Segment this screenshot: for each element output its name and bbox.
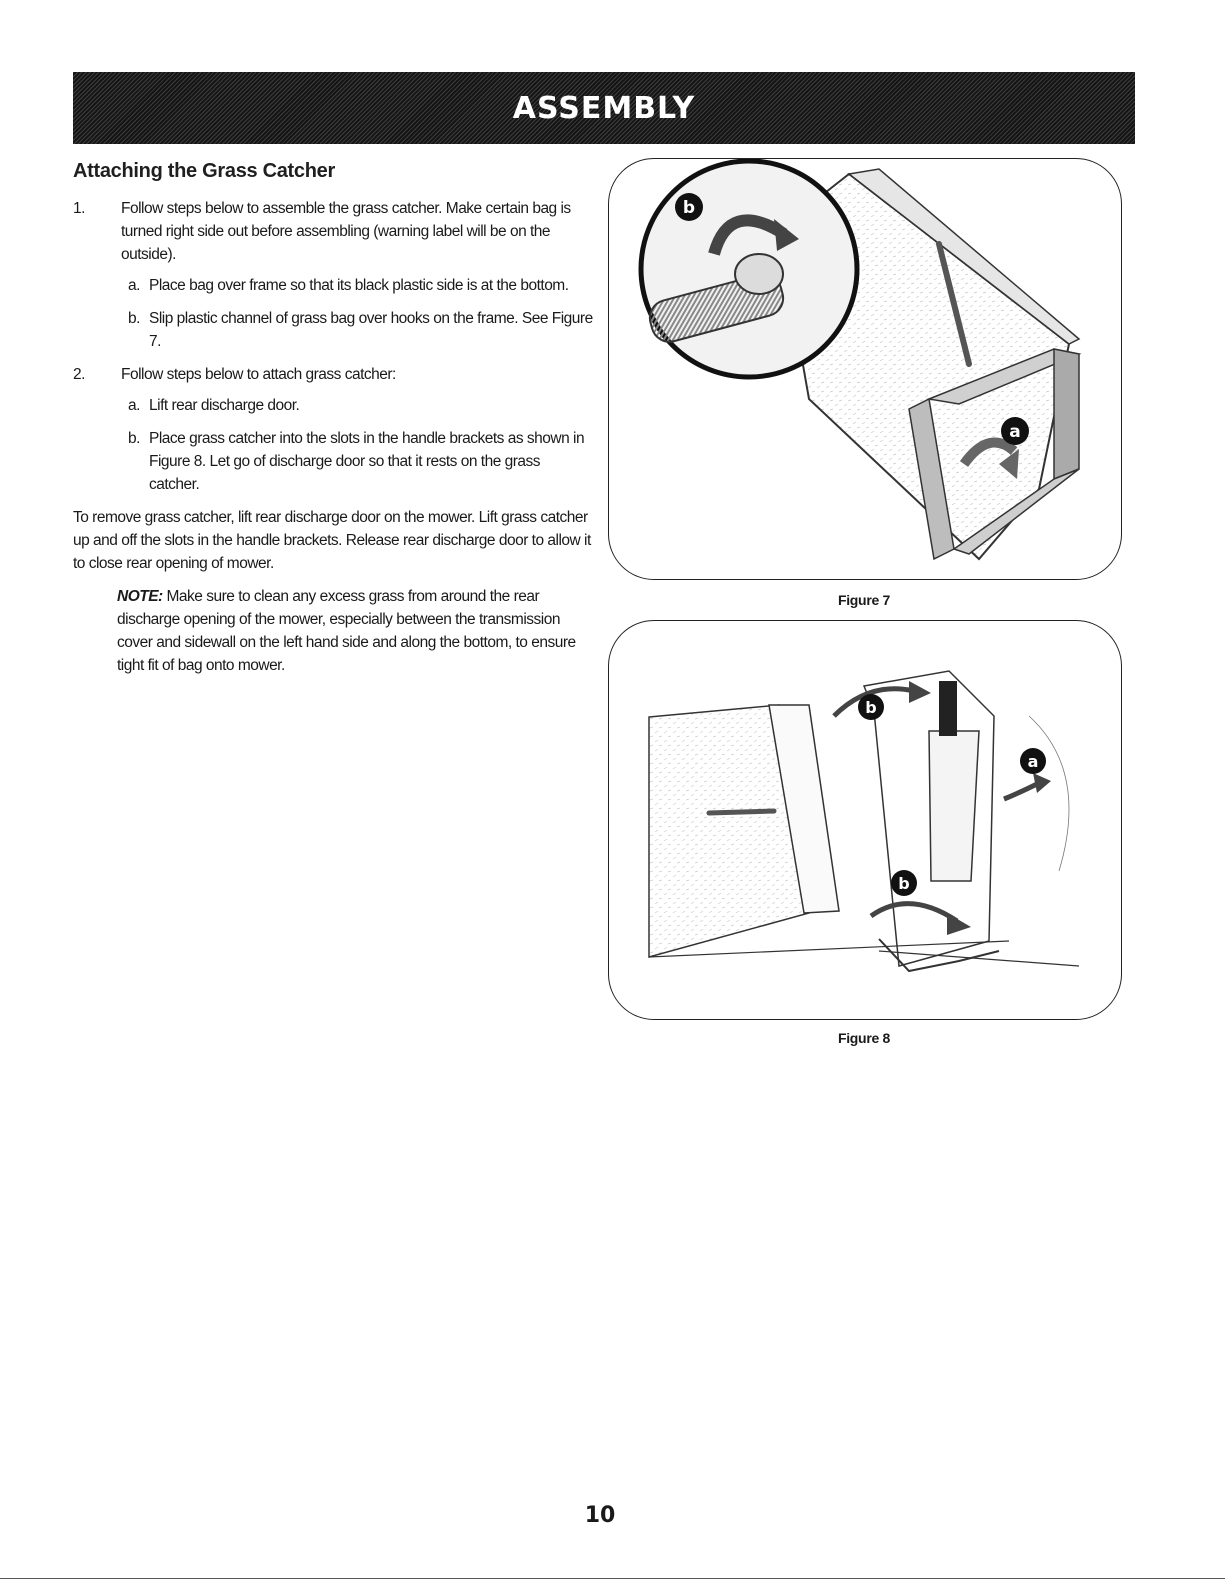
figure-7-caption: Figure 7 [837, 592, 891, 608]
page-bottom-rule [0, 1578, 1225, 1579]
figure-8-caption: Figure 8 [837, 1030, 891, 1046]
note-paragraph [117, 585, 593, 677]
step-number: 1. [73, 200, 85, 217]
substep-letter: b. [128, 310, 140, 327]
callout-a: a [1009, 422, 1021, 442]
grass-catcher-mount-illustration [609, 621, 1121, 1019]
figure-7-illustration [608, 158, 1122, 580]
figure-8-illustration [608, 620, 1122, 1020]
section-title: Attaching the Grass Catcher [73, 160, 335, 182]
header-banner [73, 72, 1135, 144]
substep-letter: b. [128, 430, 140, 447]
callout-b-bottom: b [898, 874, 910, 893]
page-number: 10 [584, 1503, 616, 1528]
grass-bag-frame-illustration [609, 159, 1121, 579]
substep-letter: a. [128, 397, 140, 414]
callout-a: a [1027, 752, 1039, 771]
step-2a [128, 394, 593, 417]
note-text: Make sure to clean any excess grass from around the rear discharge opening of the mower, especially between the transmission cover and sidewall on the left hand side and along the bottom, to ensure tight fit of bag onto mower. [117, 588, 576, 674]
step-1a [128, 274, 593, 297]
callout-b: b [682, 198, 696, 218]
substep-text: Place bag over frame so that its black plastic side is at the bottom. [149, 277, 569, 294]
substep-text: Place grass catcher into the slots in the handle brackets as shown in Figure 8. Let go of discharge door so that it rests on the grass catcher. [149, 430, 585, 493]
substep-text: Slip plastic channel of grass bag over hooks on the frame. See Figure 7. [149, 310, 593, 350]
step-text: Follow steps below to assemble the grass catcher. Make certain bag is turned right side out before assembling (warning label will be on the outside). [121, 200, 571, 263]
step-1 [73, 197, 593, 266]
substep-letter: a. [128, 277, 140, 294]
instructions [73, 160, 593, 677]
step-2 [73, 363, 593, 386]
step-text: Follow steps below to attach grass catcher: [121, 366, 396, 383]
note-label: NOTE: [117, 588, 163, 605]
remove-paragraph: To remove grass catcher, lift rear discharge door on the mower. Lift grass catcher up and off the slots in the handle brackets. Release rear discharge door to allow it to close rear opening of mower. [73, 509, 591, 572]
substep-text: Lift rear discharge door. [149, 397, 300, 414]
step-2b [128, 427, 593, 496]
callout-b-top: b [865, 698, 877, 717]
step-1b [128, 307, 593, 353]
page-title: ASSEMBLY [512, 90, 696, 126]
step-number: 2. [73, 366, 85, 383]
